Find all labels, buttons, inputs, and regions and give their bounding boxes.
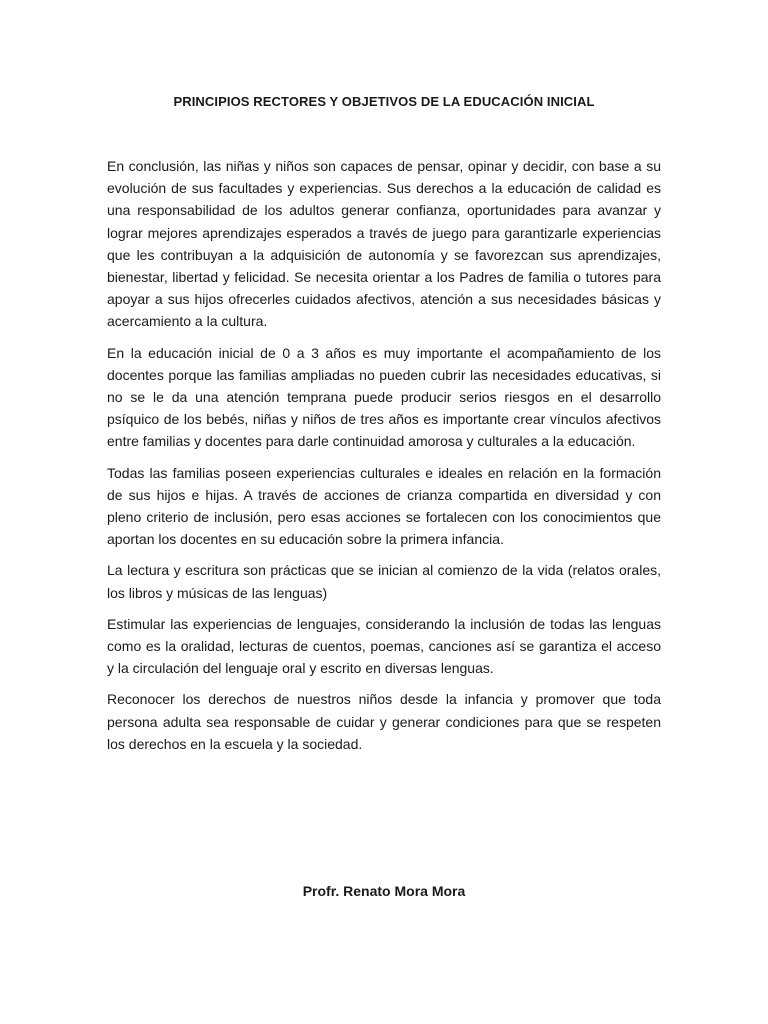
document-body	[107, 155, 661, 764]
paragraph-4: La lectura y escritura son prácticas que se inician al comienzo de la vida (relatos orales, los libros y músicas de las lenguas)	[107, 562, 661, 601]
paragraph-3: Todas las familias poseen experiencias culturales e ideales en relación en la formación de sus hijos e hijas. A través de acciones de crianza compartida en diversidad y con pleno criterio de inclusión, pero esas acciones se fortalecen con los conocimientos que aportan los docentes en su educación sobre la primera infancia.	[107, 464, 661, 548]
author-signature: Profr. Renato Mora Mora	[302, 883, 466, 899]
paragraph-6: Reconocer los derechos de nuestros niños desde la infancia y promover que toda persona adulta sea responsable de cuidar y generar condiciones para que se respeten los derechos en la escuela y la sociedad.	[107, 691, 661, 752]
paragraph-1: En conclusión, las niñas y niños son capaces de pensar, opinar y decidir, con base a su evolución de sus facultades y experiencias. Sus derechos a la educación de calidad es una responsabilidad de los adultos generar confianza, oportunidades para avanzar y lograr mejores aprendizajes esperados a través de juego para garantizarle experiencias que les contribuyan a la adquisición de autonomía y se favorezcan sus aprendizajes, bienestar, libertad y felicidad. Se necesita orientar a los Padres de familia o tutores para apoyar a sus hijos ofrecerles cuidados afectivos, atención a sus necesidades básicas y acercamiento a la cultura.	[107, 158, 661, 330]
paragraph-2: En la educación inicial de 0 a 3 años es muy importante el acompañamiento de los docentes porque las familias ampliadas no pueden cubrir las necesidades educativas, si no se le da una atención temprana puede producir serios riesgos en el desarrollo psíquico de los bebés, niñas y niños de tres años es importante crear vínculos afectivos entre familias y docentes para darle continuidad amorosa y culturales a la educación.	[107, 344, 661, 450]
document-title: PRINCIPIOS RECTORES Y OBJETIVOS DE LA EDUCACIÓN INICIAL	[173, 94, 595, 109]
paragraph-5: Estimular las experiencias de lenguajes, considerando la inclusión de todas las lenguas como es la oralidad, lecturas de cuentos, poemas, canciones así se garantiza el acceso y la circulación del lenguaje oral y escrito en diversas lenguas.	[107, 615, 661, 677]
